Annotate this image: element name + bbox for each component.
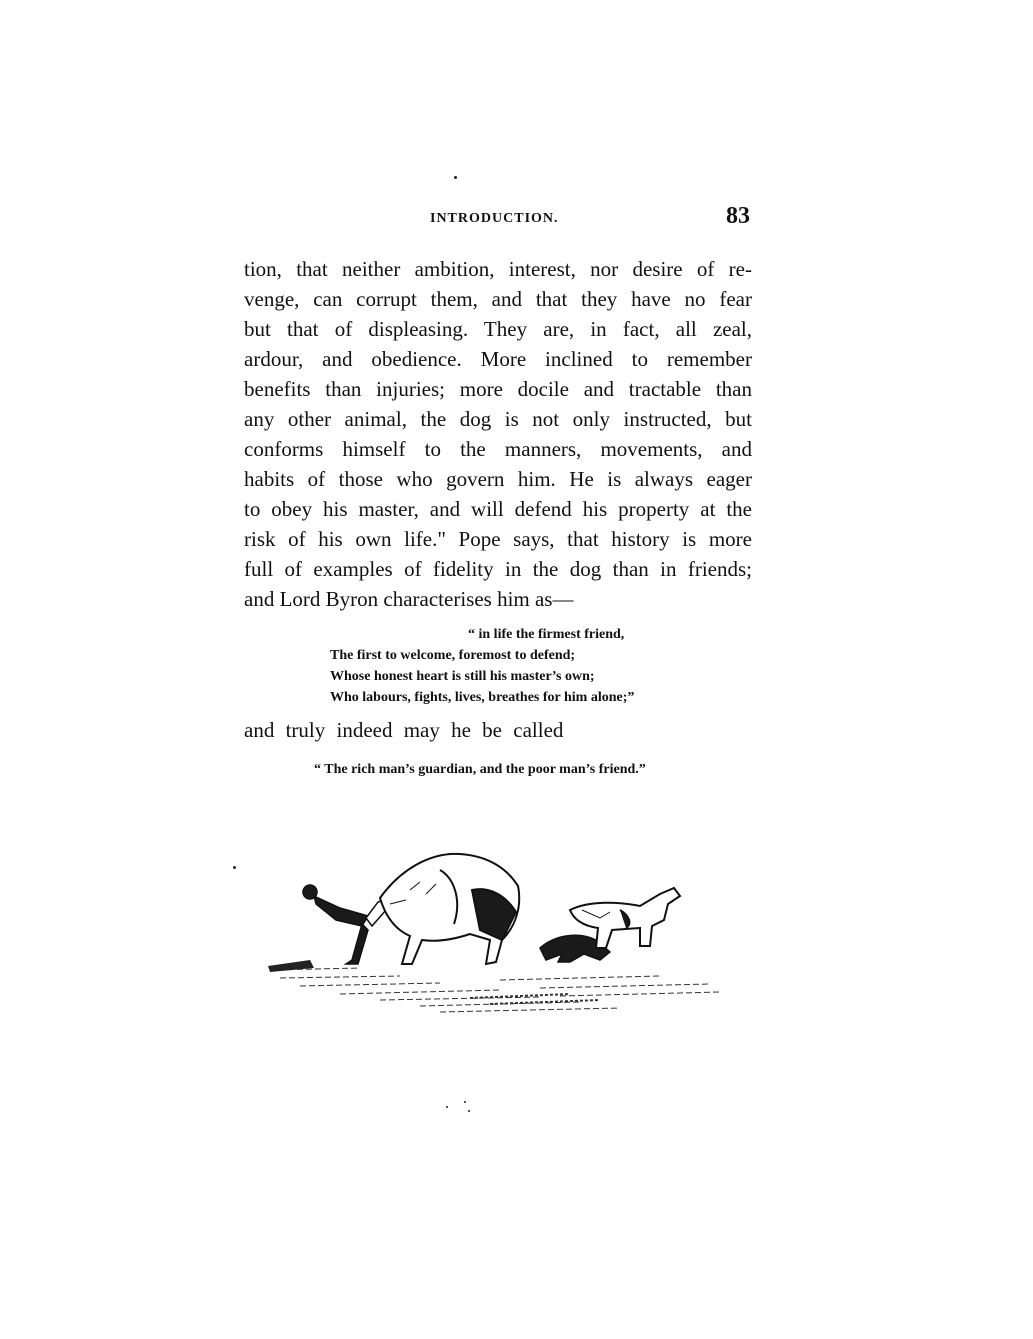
running-head: INTRODUCTION.	[430, 211, 559, 226]
bull-and-dog-engraving	[240, 830, 760, 1030]
page-number: 83	[726, 203, 750, 229]
ink-speck	[233, 866, 236, 869]
ground-shadow	[268, 960, 314, 972]
body-paragraph	[244, 254, 752, 614]
ink-speck	[454, 176, 457, 179]
verse-line: Who labours, fights, lives, breathes for him alone;”	[330, 690, 635, 705]
text-line: conforms himself to the manners, movements, and	[244, 437, 752, 461]
bull-figure	[380, 854, 519, 964]
text-line: venge, can corrupt them, and that they have no fear	[244, 287, 752, 311]
ink-speck	[446, 1106, 448, 1108]
text-line: tion, that neither ambition, interest, nor desire of re-	[244, 257, 752, 281]
text-line: and Lord Byron characterises him as—	[244, 587, 574, 611]
text-line: to obey his master, and will defend his property at the	[244, 497, 752, 521]
after-verse-text: and truly indeed may he be called	[244, 718, 564, 742]
verse-line: The first to welcome, foremost to defend;	[330, 648, 576, 663]
text-line: habits of those who govern him. He is always eager	[244, 467, 752, 491]
text-line: ardour, and obedience. More inclined to remember	[244, 347, 752, 371]
page-header	[430, 203, 750, 233]
text-line: any other animal, the dog is not only instructed, but	[244, 407, 752, 431]
ground-hatching	[270, 968, 720, 1012]
verse-line: “ in life the firmest friend,	[468, 627, 625, 642]
closing-quotation: “ The rich man’s guardian, and the poor man’s friend.”	[314, 762, 646, 777]
text-line: full of examples of fidelity in the dog than in friends;	[244, 557, 752, 581]
ink-speck	[468, 1110, 470, 1112]
text-line: but that of displeasing. They are, in fact, all zeal,	[244, 317, 752, 341]
text-line: benefits than injuries; more docile and tractable than	[244, 377, 752, 401]
verse-line: Whose honest heart is still his master’s own;	[330, 669, 595, 684]
fallen-man-figure	[303, 885, 390, 964]
text-line: risk of his own life." Pope says, that history is more	[244, 527, 752, 551]
verse-quotation	[330, 624, 750, 708]
ink-speck	[464, 1101, 466, 1103]
